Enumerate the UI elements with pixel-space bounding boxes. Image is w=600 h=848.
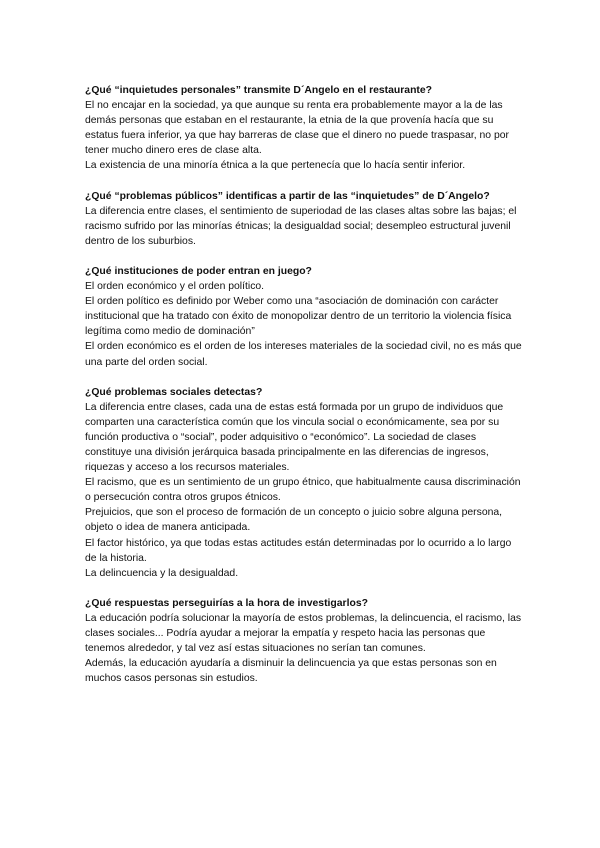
- question-heading: ¿Qué problemas sociales detectas?: [85, 386, 263, 398]
- section-instituciones-poder: [85, 264, 525, 370]
- question-heading: ¿Qué instituciones de poder entran en juego?: [85, 265, 312, 277]
- section-problemas-sociales: [85, 385, 525, 581]
- question-heading: ¿Qué “problemas públicos” identificas a partir de las “inquietudes” de D´Angelo?: [85, 190, 490, 202]
- answer-paragraph: El orden político es definido por Weber como una “asociación de dominación con carácter institucional que ha tratado con éxito de monopolizar dentro de un territorio la violencia física legítima como medio de dominación”: [85, 296, 512, 338]
- answer-paragraph: El racismo, que es un sentimiento de un grupo étnico, que habitualmente causa discriminación o persecución contra otros grupos étnicos.: [85, 477, 521, 504]
- answer-paragraph: La delincuencia y la desigualdad.: [85, 567, 239, 579]
- question-heading: ¿Qué respuestas perseguirías a la hora de investigarlos?: [85, 597, 368, 609]
- section-problemas-publicos: [85, 189, 525, 249]
- answer-paragraph: El no encajar en la sociedad, ya que aunque su renta era probablemente mayor a la de las demás personas que estaban en el restaurante, la etnia de la que provenía hacía que su estatus fuera inferior, ya que hay barreras de clase que el dinero no puede traspasar, no por tener mucho dinero eres de clase alta.: [85, 100, 509, 157]
- question-heading: ¿Qué “inquietudes personales” transmite D´Angelo en el restaurante?: [85, 85, 433, 96]
- answer-paragraph: Además, la educación ayudaría a disminuir la delincuencia ya que estas personas son en muchos casos personas sin estudios.: [85, 658, 497, 685]
- answer-paragraph: El orden económico es el orden de los intereses materiales de la sociedad civil, no es más que una parte del orden social.: [85, 341, 522, 368]
- section-inquietudes-personales: [85, 83, 525, 174]
- answer-paragraph: El factor histórico, ya que todas estas actitudes están determinadas por lo ocurrido a lo largo de la historia.: [85, 537, 512, 564]
- answer-paragraph: La existencia de una minoría étnica a la que pertenecía que lo hacía sentir inferior.: [85, 160, 466, 172]
- answer-paragraph: La diferencia entre clases, cada una de estas está formada por un grupo de individuos que comparten una característica común que los vincula social o económicamente, sea por su función productiva o “social”, poder adquisitivo o “económico”. La sociedad de clases constituye una división jerárquica basada principalmente en las diferencias de ingresos, riquezas y acceso a los recursos materiales.: [85, 401, 504, 474]
- answer-paragraph: Prejuicios, que son el proceso de formación de un concepto o juicio sobre alguna persona, objeto o idea de manera anticipada.: [85, 507, 503, 534]
- document-page: [85, 83, 525, 701]
- answer-paragraph: La educación podría solucionar la mayoría de estos problemas, la delincuencia, el racismo, las clases sociales... Podría ayudar a mejorar la empatía y respeto hacia las personas que tenemos alrededor, y tal vez así estas situaciones no serían tan comunes.: [85, 612, 522, 655]
- section-respuestas-investigacion: [85, 596, 525, 687]
- answer-paragraph: La diferencia entre clases, el sentimiento de superiodad de las clases altas sobre las bajas; el racismo sufrido por las minorías étnicas; la desigualdad social; desempleo estructural juvenil dentro de los suburbios.: [85, 205, 517, 247]
- answer-paragraph: El orden económico y el orden político.: [85, 281, 265, 293]
